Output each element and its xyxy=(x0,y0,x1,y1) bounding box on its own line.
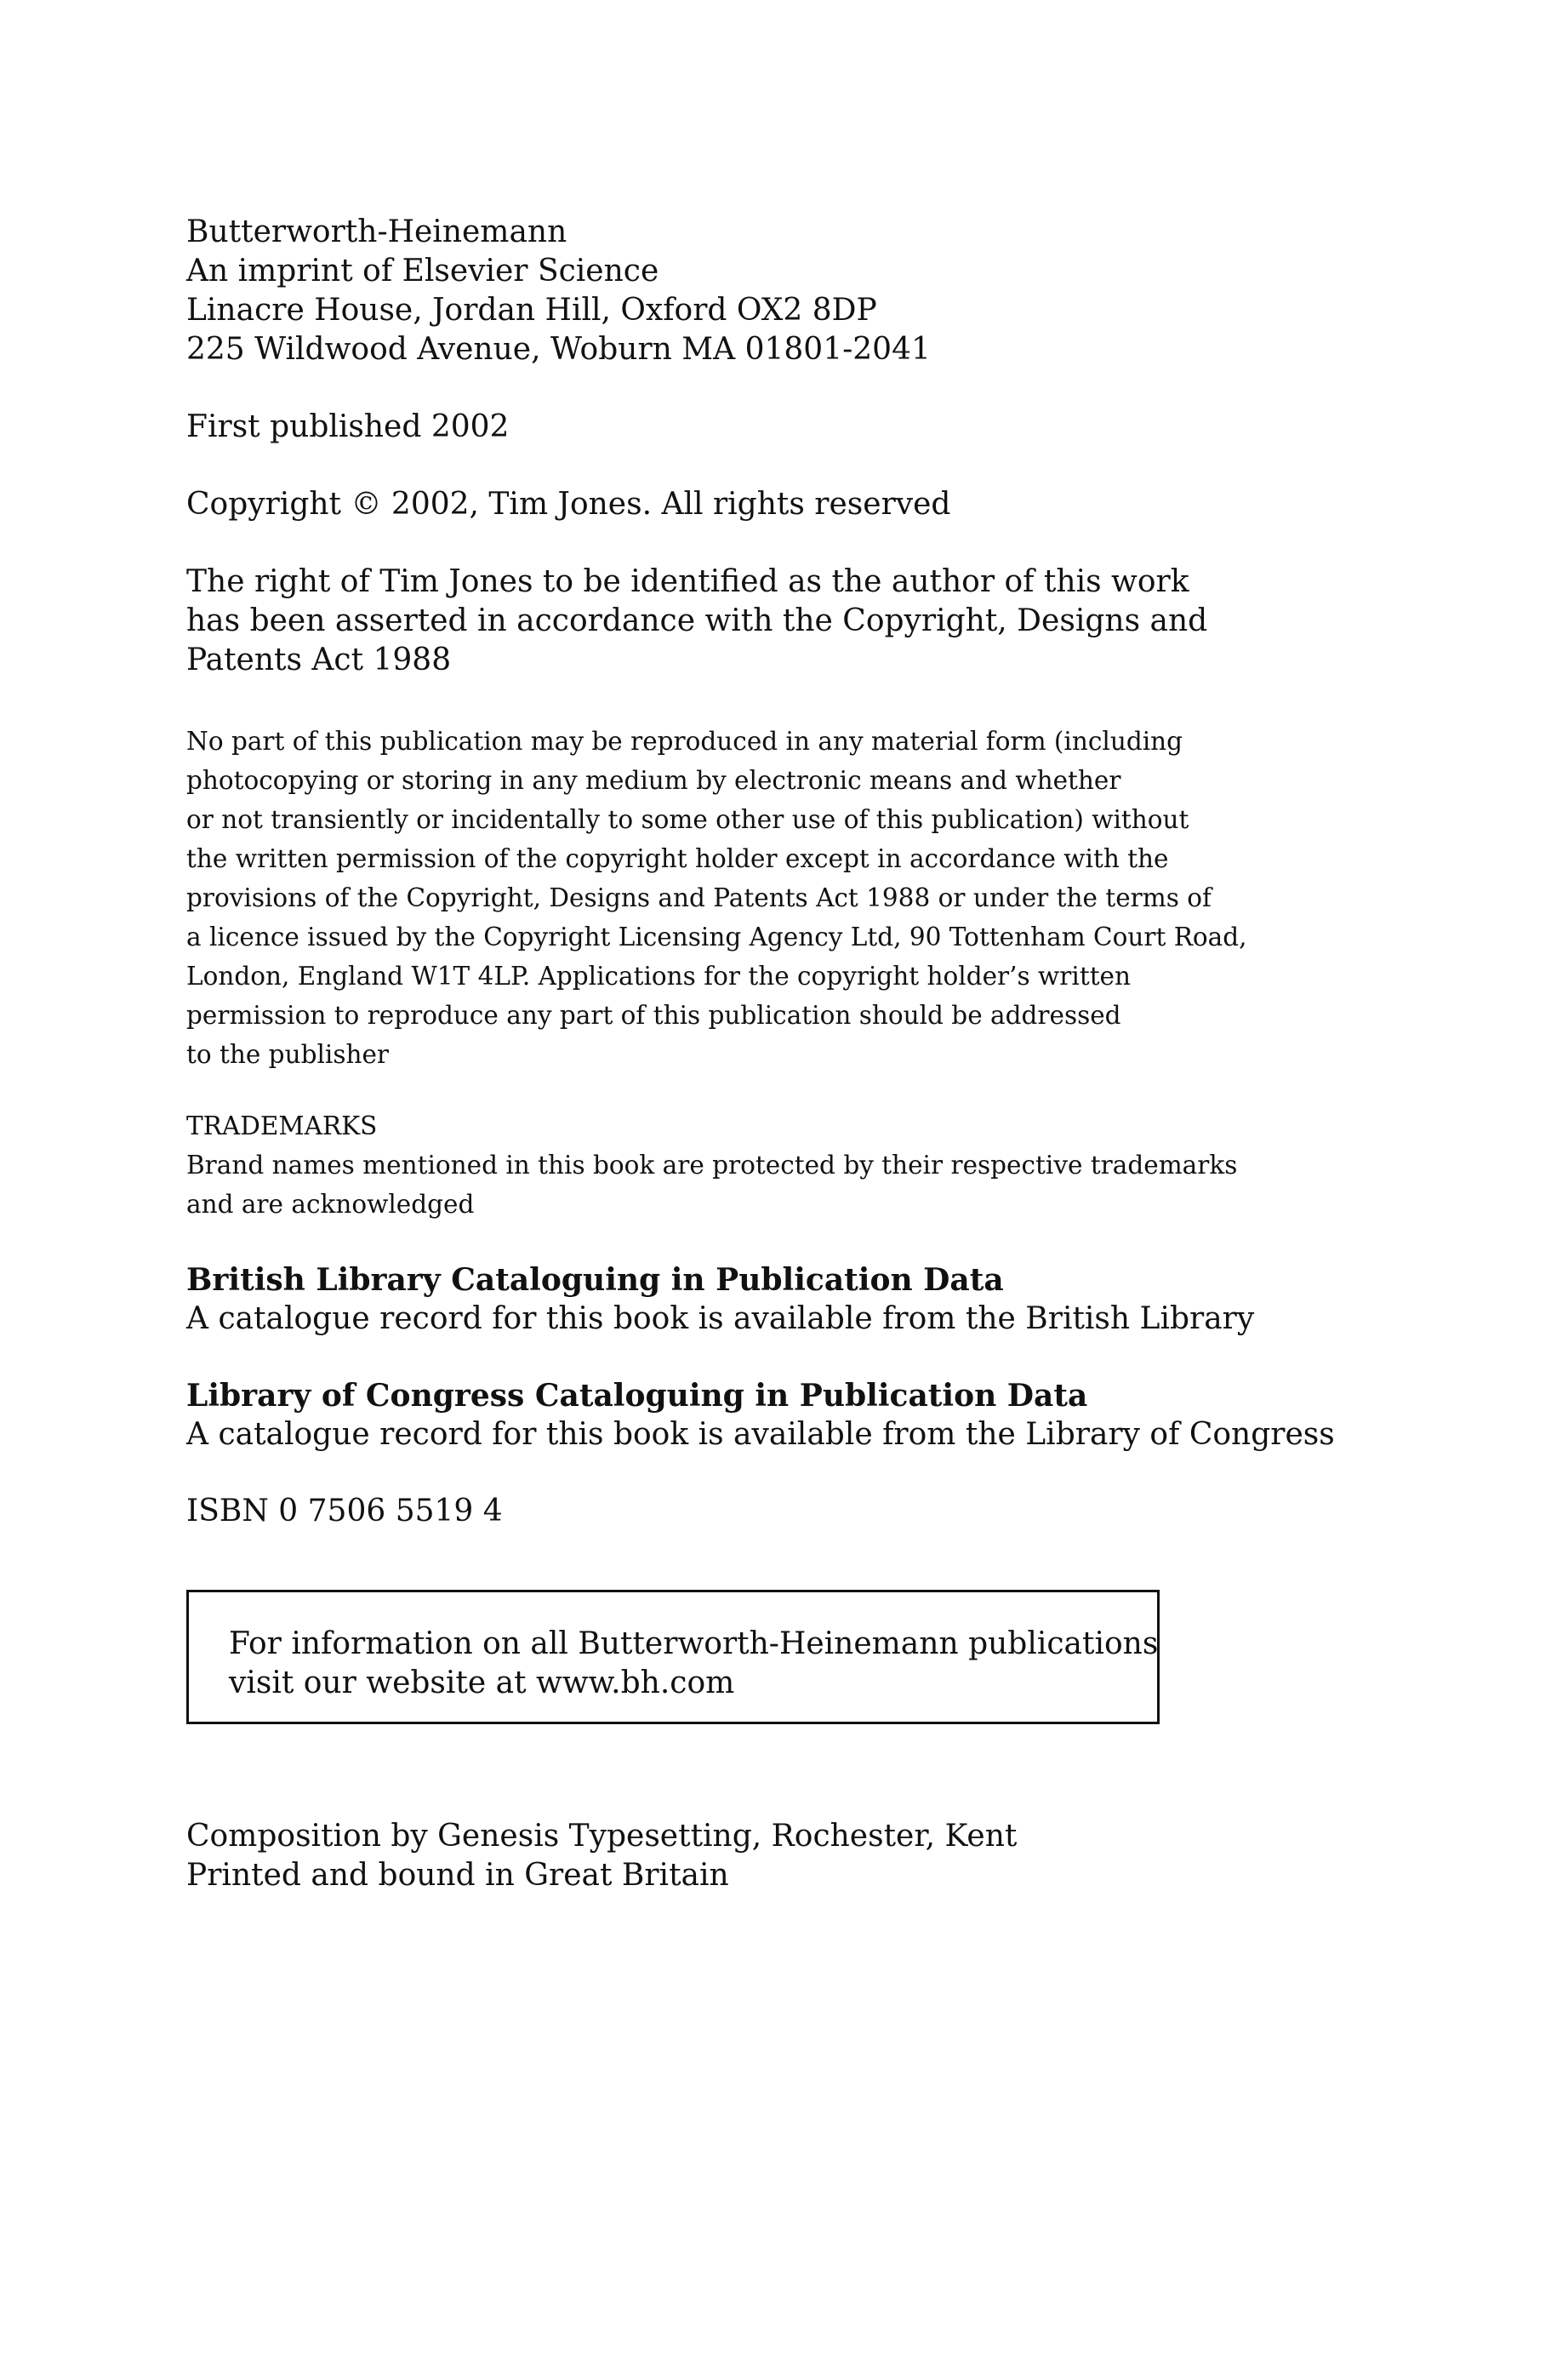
trademarks-heading: TRADEMARKS xyxy=(186,1111,378,1140)
moral-rights-line: Patents Act 1988 xyxy=(186,643,452,677)
moral-rights-line: The right of Tim Jones to be identified as the author of this work xyxy=(186,564,1189,599)
printed-line: Printed and bound in Great Britain xyxy=(186,1858,729,1893)
notice-line: to the publisher xyxy=(186,1040,390,1069)
info-box-line: For information on all Butterworth-Heinemann publications xyxy=(229,1626,1159,1661)
notice-line: the written permission of the copyright holder except in accordance with the xyxy=(186,844,1169,873)
notice-line: provisions of the Copyright, Designs and Patents Act 1988 or under the terms of xyxy=(186,883,1212,912)
library-of-congress-text: A catalogue record for this book is available from the Library of Congress xyxy=(186,1417,1335,1452)
publisher-imprint: An imprint of Elsevier Science xyxy=(186,254,659,289)
first-published: First published 2002 xyxy=(186,409,510,444)
info-box xyxy=(186,1590,1160,1724)
trademarks-line: and are acknowledged xyxy=(186,1190,475,1219)
trademarks-line: Brand names mentioned in this book are protected by their respective trademarks xyxy=(186,1151,1238,1180)
isbn: ISBN 0 7506 5519 4 xyxy=(186,1494,503,1528)
info-box-line: visit our website at www.bh.com xyxy=(229,1666,735,1700)
british-library-heading: British Library Cataloguing in Publication Data xyxy=(186,1262,1004,1298)
notice-line: or not transiently or incidentally to some other use of this publication) without xyxy=(186,805,1189,834)
publisher-name: Butterworth-Heinemann xyxy=(186,214,567,249)
notice-line: photocopying or storing in any medium by electronic means and whether xyxy=(186,766,1121,795)
notice-line: London, England W1T 4LP. Applications for the copyright holder’s written xyxy=(186,962,1132,991)
british-library-text: A catalogue record for this book is available from the British Library xyxy=(186,1301,1255,1336)
copyright-notice: Copyright © 2002, Tim Jones. All rights reserved xyxy=(186,487,951,522)
publisher-address-uk: Linacre House, Jordan Hill, Oxford OX2 8DP xyxy=(186,293,877,328)
library-of-congress-heading: Library of Congress Cataloguing in Publication Data xyxy=(186,1378,1088,1414)
composition-line: Composition by Genesis Typesetting, Rochester, Kent xyxy=(186,1819,1018,1854)
notice-line: No part of this publication may be reproduced in any material form (including xyxy=(186,727,1183,756)
moral-rights-line: has been asserted in accordance with the Copyright, Designs and xyxy=(186,603,1208,638)
notice-line: a licence issued by the Copyright Licensing Agency Ltd, 90 Tottenham Court Road, xyxy=(186,923,1247,951)
publisher-address-us: 225 Wildwood Avenue, Woburn MA 01801-2041 xyxy=(186,332,931,367)
notice-line: permission to reproduce any part of this publication should be addressed xyxy=(186,1001,1121,1030)
